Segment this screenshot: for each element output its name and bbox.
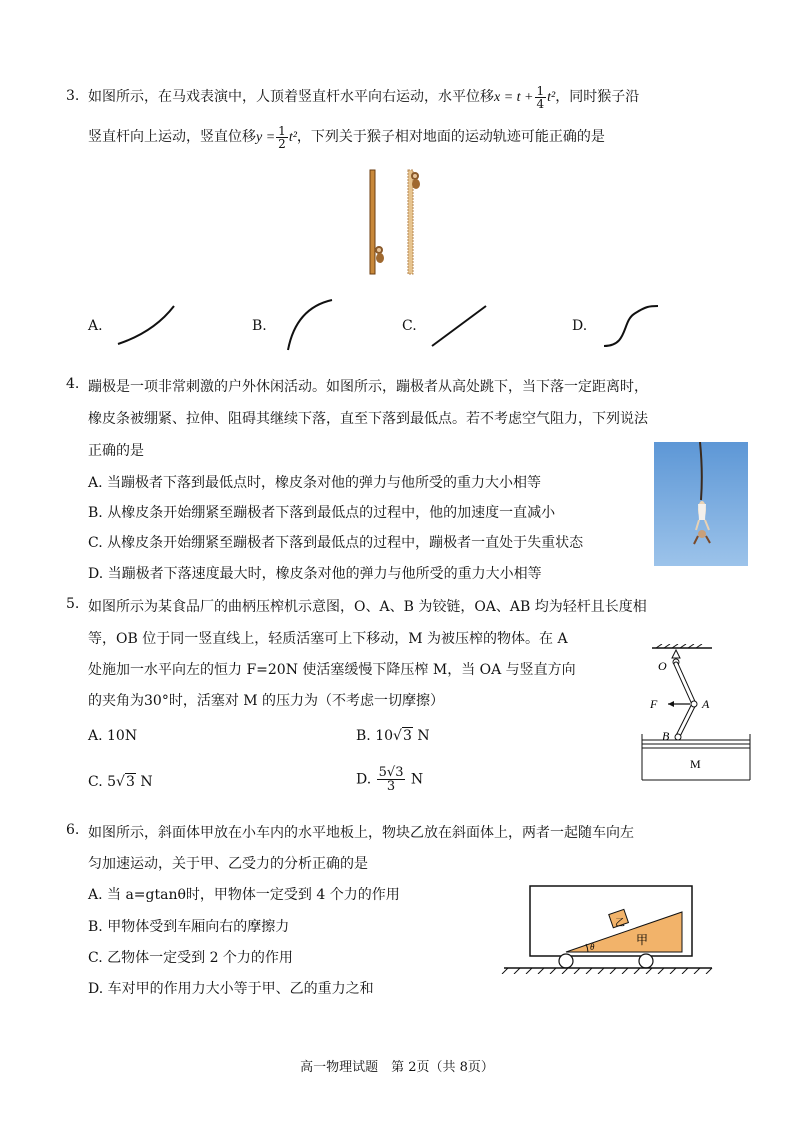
q4-stem-line3: 正确的是: [88, 443, 144, 459]
q6-option-c: C. 乙物体一定受到 2 个力的作用: [88, 950, 293, 966]
q4-option-c: C. 从橡皮条开始绷紧至蹦极者下落到最低点的过程中，蹦极者一直处于失重状态: [88, 535, 584, 551]
wheel-right-icon: [639, 954, 653, 968]
label-yi: 乙: [615, 918, 625, 929]
sqrt-icon: √: [116, 774, 125, 790]
q6-option-a: A. 当 a=gtanθ时，甲物体一定受到 4 个力的作用: [88, 887, 400, 903]
label-theta: θ: [590, 942, 595, 952]
q5-option-c: C. 5√3 N: [88, 774, 153, 790]
q4-stem-line1: 蹦极是一项非常刺激的户外休闲活动。如图所示，蹦极者从高处跳下，当下落一定距离时，: [88, 379, 648, 395]
q3-y-equation: y =: [256, 130, 276, 145]
q6-option-b: B. 甲物体受到车厢向右的摩擦力: [88, 919, 290, 935]
q3-option-d-label: D.: [572, 318, 588, 334]
label-a: A: [702, 697, 710, 711]
q3-number: 3.: [66, 88, 80, 104]
q3-stem-text-4: ，下列关于猴子相对地面的运动轨迹可能正确的是: [296, 129, 605, 145]
q6-number: 6.: [66, 822, 80, 838]
q3-stem-line1: [88, 84, 639, 111]
q3-stem-line2: [88, 124, 605, 151]
q5-option-b: B. 10√3 N: [356, 728, 430, 744]
q3-option-a-label: A.: [88, 318, 103, 334]
pole-left: [370, 170, 375, 274]
q5-press-diagram: [638, 644, 754, 782]
q5-stem-line1: 如图所示为某食品厂的曲柄压榨机示意图，O、A、B 为铰链，OA、AB 均为轻杆且长度相: [88, 599, 647, 615]
label-m: M: [690, 757, 701, 771]
q6-stem-line1: 如图所示，斜面体甲放在小车内的水平地板上，物块乙放在斜面体上，两者一起随车向左: [88, 825, 634, 841]
page-footer: 高一物理试题 第 2页（共 8页）: [300, 1060, 494, 1075]
q3-pole-figure: [362, 166, 422, 278]
q5-stem-line3: 处施加一水平向左的恒力 F=20N 使活塞缓慢下降压榨 M，当 OA 与竖直方向: [88, 662, 576, 678]
bungee-photo: [654, 442, 748, 566]
q4-option-d: D. 当蹦极者下落速度最大时，橡皮条对他的弹力与他所受的重力大小相等: [88, 566, 542, 582]
q3-fraction-quarter: $\frac{1}{4}$: [536, 83, 545, 111]
q3-option-a-curve: [114, 302, 178, 348]
q3-option-c-line: [428, 302, 490, 350]
q5-stem-line2: 等，OB 位于同一竖直线上，轻质活塞可上下移动，M 为被压榨的物体。在 A: [88, 631, 568, 647]
q6-stem-line2: 匀加速运动，关于甲、乙受力的分析正确的是: [88, 856, 368, 872]
label-jia: 甲: [636, 933, 649, 947]
q4-option-a: A. 当蹦极者下落到最低点时，橡皮条对他的弹力与他所受的重力大小相等: [88, 475, 542, 491]
q3-stem-text-3: 竖直杆向上运动，竖直位移: [88, 129, 256, 145]
label-o: O: [658, 659, 667, 673]
q4-number: 4.: [66, 376, 80, 392]
q5-stem-line4: 的夹角为30°时，活塞对 M 的压力为（不考虑一切摩擦）: [88, 693, 445, 709]
q4-stem-line2: 橡皮条被绷紧、拉伸、阻碍其继续下落，直至下落到最低点。若不考虑空气阻力，下列说法: [88, 411, 648, 427]
q3-t-squared-2: t²: [288, 130, 297, 145]
monkey-icon-bottom: [375, 246, 384, 263]
q3-x-equation: x = t +: [494, 90, 534, 105]
label-f: F: [650, 697, 658, 711]
q4-option-b: B. 从橡皮条开始绷紧至蹦极者下落到最低点的过程中，他的加速度一直减小: [88, 505, 556, 521]
q5-option-a: A. 10N: [88, 728, 138, 744]
q3-option-b-curve: [284, 296, 336, 354]
q3-stem-text-1: 如图所示，在马戏表演中，人顶着竖直杆水平向右运动，水平位移: [88, 89, 494, 105]
sqrt-icon: √: [393, 728, 402, 744]
q5-number: 5.: [66, 596, 80, 612]
q3-option-c-label: C.: [402, 318, 417, 334]
q5-option-d: D. $\frac{5√3}{3}$ N: [356, 765, 424, 794]
q3-option-d-curve: [600, 302, 662, 350]
label-b: B: [662, 729, 670, 743]
q3-fraction-half: $\frac{1}{2}$: [278, 123, 286, 151]
q3-t-squared: t²: [547, 90, 556, 105]
wheel-left-icon: [559, 954, 573, 968]
q6-option-d: D. 车对甲的作用力大小等于甲、乙的重力之和: [88, 981, 374, 997]
q3-option-b-label: B.: [252, 318, 267, 334]
q6-cart-diagram: [500, 882, 716, 974]
q3-stem-text-2: ，同时猴子沿: [555, 89, 640, 105]
